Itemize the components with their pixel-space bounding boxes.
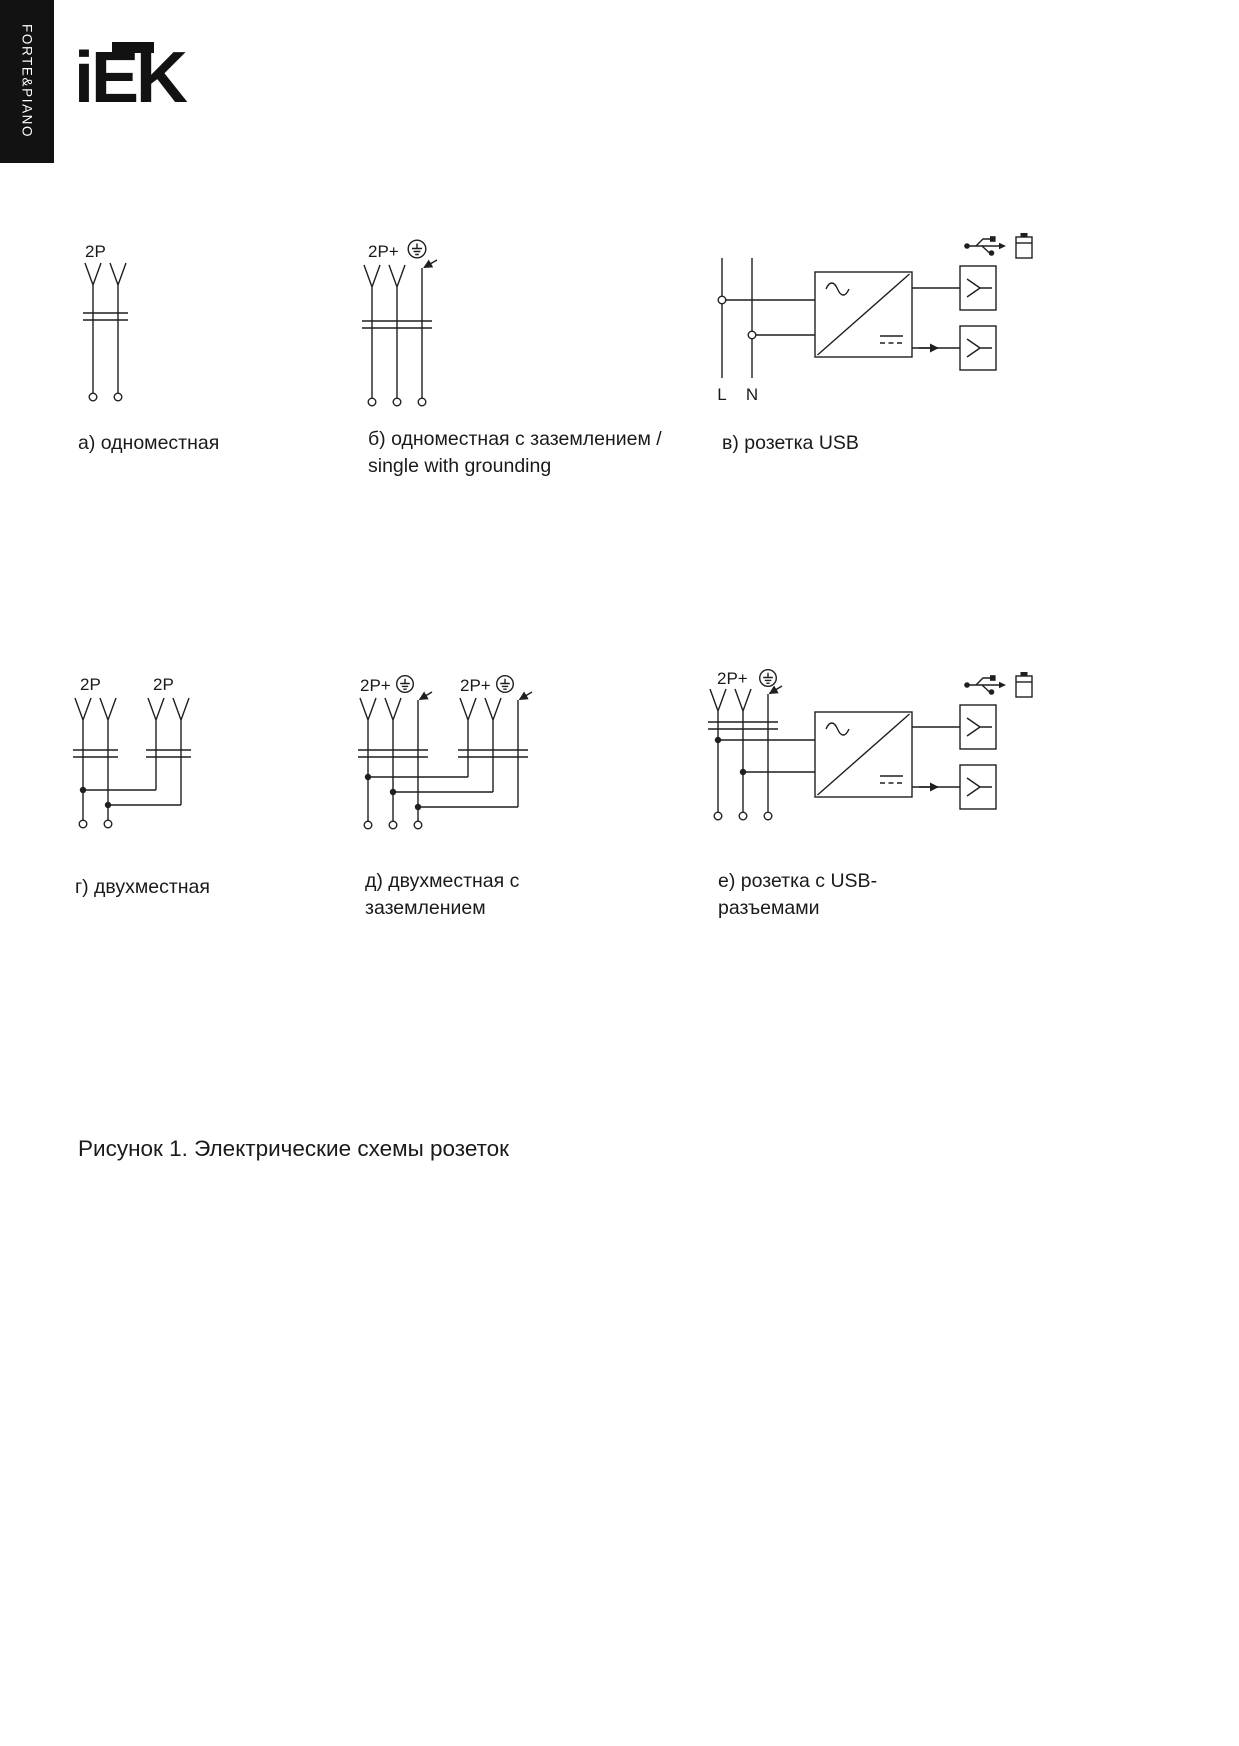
pole-count-label: 2P [85, 242, 106, 261]
pole-count-label: 2P+ [460, 676, 491, 695]
socket-pin [360, 698, 376, 821]
socket-pin [710, 689, 726, 812]
caption-e [718, 868, 877, 922]
ground-contact-arrow [424, 260, 437, 268]
socket-symbol [73, 698, 118, 820]
terminal-circle [79, 820, 87, 828]
usb-port [960, 266, 996, 310]
junction-dot [80, 787, 86, 793]
terminal-circle [739, 812, 747, 820]
diagram-e-socket-with-usb [705, 665, 1040, 845]
ac-sine-symbol [826, 283, 849, 295]
pole-count-label: 2P+ [360, 676, 391, 695]
neutral-label: N [745, 385, 759, 404]
caption-v: в) розетка USB [722, 432, 859, 454]
terminal-circle [104, 820, 112, 828]
pole-count-label: 2P+ [717, 669, 748, 688]
socket-pin [75, 698, 91, 820]
socket-symbol [146, 698, 191, 805]
terminal-circle [414, 821, 422, 829]
usb-fork-icon [967, 778, 992, 796]
terminal-circle [748, 331, 756, 339]
earth-icon [760, 670, 777, 687]
terminal-circle [418, 398, 426, 406]
terminal-circle [364, 821, 372, 829]
socket-pin [485, 698, 501, 792]
caption-d-line2: заземлением [365, 897, 486, 919]
iek-logo-text: iEK [74, 38, 186, 118]
caption-g: г) двухместная [75, 876, 210, 898]
terminal-circle [89, 393, 97, 401]
usb-icon [964, 236, 1006, 256]
diagram-b-single-grounded-socket [360, 235, 620, 420]
diagram-g-double-socket [70, 672, 270, 852]
socket-pin [110, 263, 126, 393]
figure-caption: Рисунок 1. Электрические схемы розеток [78, 1136, 510, 1161]
junction-dot [715, 737, 721, 743]
terminal-circle [389, 821, 397, 829]
usb-port [960, 765, 996, 809]
socket-pin [173, 698, 189, 805]
converter-diagonal [818, 274, 910, 355]
diagram-d-double-grounded-socket [355, 672, 615, 852]
usb-fork-icon [967, 339, 992, 357]
usb-port [960, 326, 996, 370]
caption-d-line1: д) двухместная с [365, 870, 520, 892]
socket-pin [389, 265, 405, 398]
supply-lines [718, 258, 815, 378]
ground-contact-arrow [420, 692, 433, 700]
junction-dot [415, 804, 421, 810]
socket-symbol [83, 263, 128, 393]
diagram-a-single-socket [75, 235, 275, 420]
earth-icon [397, 676, 414, 693]
battery-icon [1016, 233, 1032, 258]
socket-symbol [362, 260, 437, 398]
socket-contact-lines [73, 750, 118, 757]
iek-logo [74, 34, 204, 120]
usb-fork-icon [967, 718, 992, 736]
socket-contact-lines [83, 313, 128, 320]
junction-dot [390, 789, 396, 795]
terminal-circle [368, 398, 376, 406]
pole-count-label: 2P [80, 675, 101, 694]
series-tab [0, 0, 54, 163]
ac-sine-symbol [826, 723, 849, 735]
terminal-circle [714, 812, 722, 820]
acdc-converter [815, 712, 912, 797]
terminal-circle [114, 393, 122, 401]
socket-pin [385, 698, 401, 821]
pole-count-label: 2P [153, 675, 174, 694]
junction-dot [105, 802, 111, 808]
socket-pin [100, 698, 116, 820]
socket-symbol [358, 692, 432, 821]
caption-b-line2: single with grounding [368, 455, 552, 477]
socket-pin [85, 263, 101, 393]
socket-symbol [708, 686, 782, 812]
socket-symbol [458, 692, 532, 807]
acdc-converter [815, 272, 912, 357]
caption-b [368, 426, 662, 480]
series-tab-label: FORTE&PIANO [19, 24, 35, 139]
caption-a: а) одноместная [78, 432, 220, 454]
line-label: L [717, 385, 727, 404]
socket-pin [364, 265, 380, 398]
ground-contact-arrow [520, 692, 533, 700]
usb-fork-icon [967, 279, 992, 297]
caption-e-line2: разъемами [718, 897, 820, 919]
pole-count-label: 2P+ [368, 242, 399, 261]
converter-diagonal [818, 714, 910, 795]
usb-port [960, 705, 996, 749]
caption-b-line1: б) одноместная с заземлением / [368, 428, 662, 450]
terminal-circle [393, 398, 401, 406]
battery-icon [1016, 672, 1032, 697]
socket-contact-lines [146, 750, 191, 757]
socket-pin [148, 698, 164, 790]
socket-pin [735, 689, 751, 812]
earth-icon [408, 240, 426, 258]
terminal-circle [718, 296, 726, 304]
socket-pin [460, 698, 476, 777]
junction-dot [365, 774, 371, 780]
caption-e-line1: е) розетка с USB- [718, 870, 878, 892]
usb-icon [964, 675, 1006, 695]
terminal-circle [764, 812, 772, 820]
junction-dot [740, 769, 746, 775]
diagram-v-usb-socket [705, 228, 1040, 413]
ground-contact-arrow [770, 686, 783, 694]
earth-icon [497, 676, 514, 693]
caption-d [365, 868, 519, 922]
